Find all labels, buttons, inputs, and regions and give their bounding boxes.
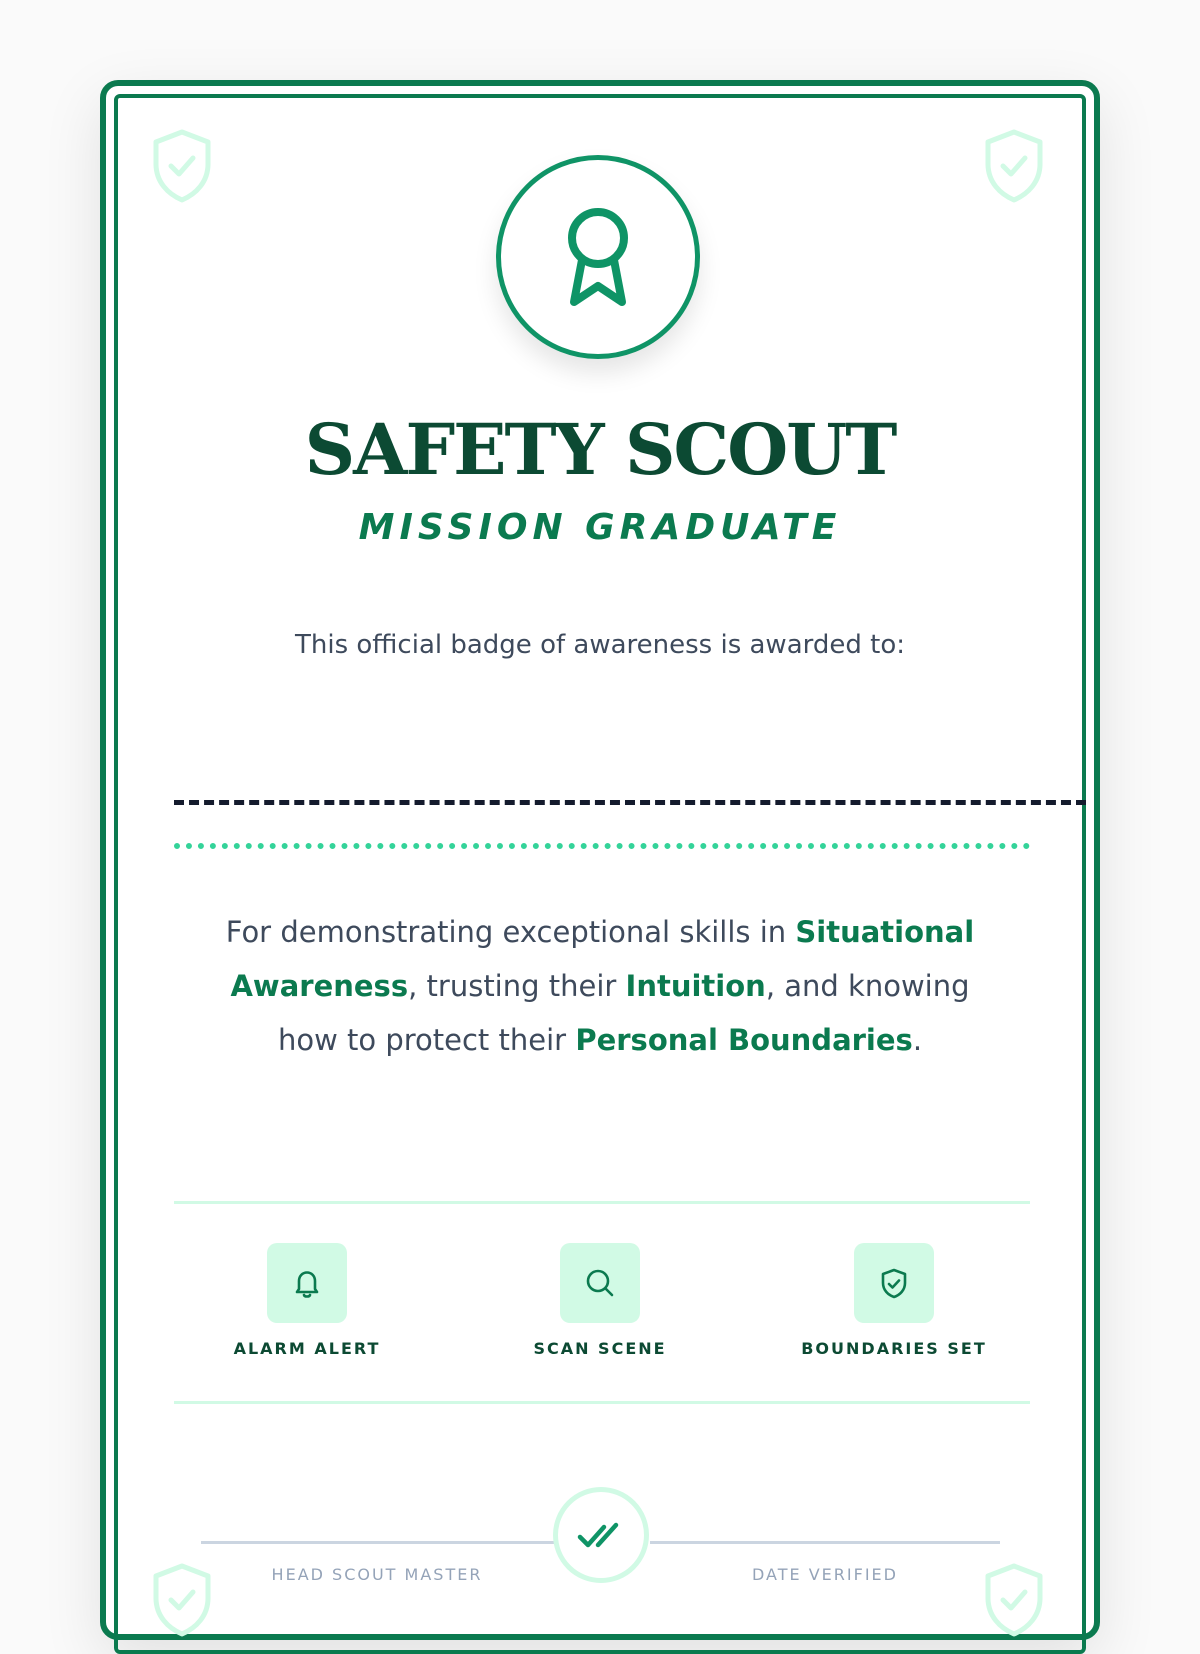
shield-check-icon [150,128,214,204]
head-scout-master-label: HEAD SCOUT MASTER [271,1565,483,1584]
desc-end: . [912,1023,923,1057]
verification-seal [553,1487,649,1583]
desc-intro: For demonstrating exceptional skills in [225,915,787,949]
dotted-divider [174,843,1030,849]
achievement-description [220,905,980,1067]
double-check-icon [576,1517,626,1553]
skill-badge-scan-scene [490,1243,710,1358]
skill-situational-awareness: Situational Awareness [230,915,975,1003]
skill-badge-boundaries-set [784,1243,1004,1358]
desc-mid-2: , and knowing how to protect their [277,969,970,1057]
shield-check-icon [982,1562,1046,1638]
skill-label: BOUNDARIES SET [801,1339,987,1358]
skill-icon-box [854,1243,934,1323]
signature-line-head-scout [201,1541,554,1544]
skill-label: ALARM ALERT [233,1339,381,1358]
shield-check-icon [876,1265,912,1301]
certificate-subtitle: MISSION GRADUATE [358,507,842,548]
desc-mid-1: , trusting their [408,969,617,1003]
shield-check-icon [982,128,1046,204]
awarded-to-text: This official badge of awareness is awarded to: [294,630,905,660]
award-medal [496,155,700,359]
certificate-title: SAFETY SCOUT [304,408,896,491]
signature-line-date [650,1541,1000,1544]
divider-top [174,1201,1030,1204]
skill-personal-boundaries: Personal Boundaries [575,1023,913,1057]
search-icon [582,1265,618,1301]
award-ribbon-icon [558,202,638,312]
skill-badge-alarm-alert [197,1243,417,1358]
skill-label: SCAN SCENE [533,1339,667,1358]
recipient-name-line [174,800,1086,805]
skill-intuition: Intuition [625,969,766,1003]
shield-check-icon [150,1562,214,1638]
date-verified-label: DATE VERIFIED [752,1565,898,1584]
skill-icon-box [560,1243,640,1323]
divider-bottom [174,1401,1030,1404]
bell-icon [289,1265,325,1301]
skill-icon-box [267,1243,347,1323]
